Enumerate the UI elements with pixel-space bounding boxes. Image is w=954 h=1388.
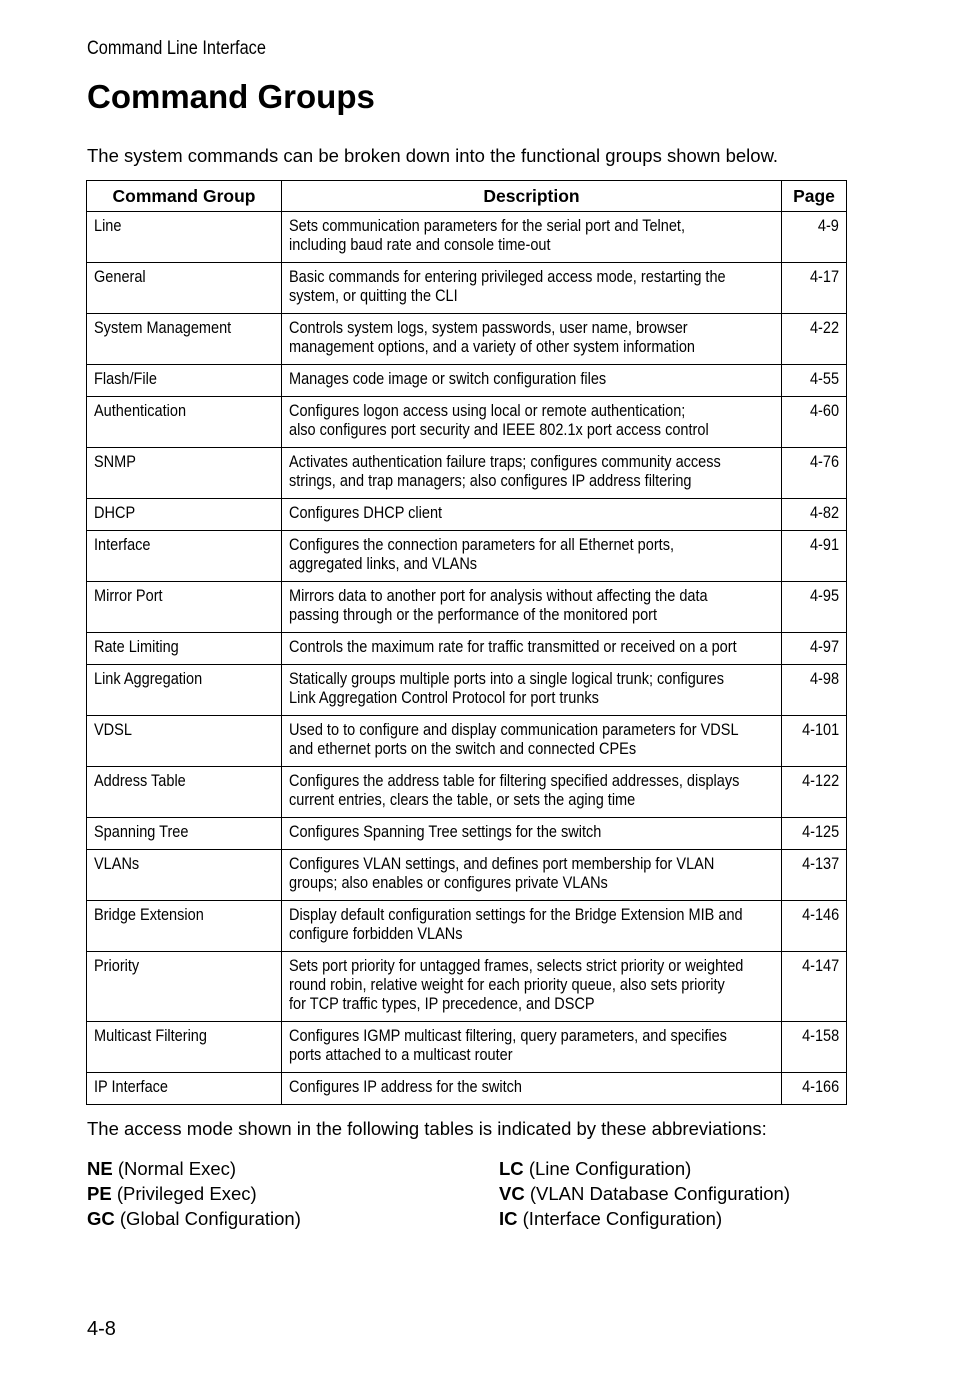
- cell-command-group: [87, 952, 282, 1022]
- command-group-name: Address Table: [94, 772, 186, 790]
- abbr-code: VC: [499, 1183, 525, 1204]
- command-group-name: IP Interface: [94, 1078, 169, 1096]
- description-line: Display default configuration settings for the Bridge Extension MIB and: [289, 906, 743, 924]
- access-mode-ic: [499, 1208, 722, 1230]
- cell-command-group: [87, 1022, 282, 1073]
- abbr-code: LC: [499, 1158, 524, 1179]
- page-reference: 4-55: [809, 370, 839, 388]
- cell-page: [782, 365, 847, 397]
- table-row: [87, 716, 847, 767]
- abbr-label: (Interface Configuration): [522, 1208, 723, 1229]
- page-reference: 4-17: [809, 268, 839, 286]
- page-number: 4-8: [87, 1318, 116, 1340]
- access-mode-gc: [87, 1208, 301, 1230]
- table-row: [87, 1073, 847, 1105]
- page-reference: 4-147: [801, 957, 839, 975]
- command-group-name: SNMP: [94, 453, 136, 471]
- access-mode-pe: [87, 1183, 257, 1205]
- cell-command-group: [87, 314, 282, 365]
- page-reference: 4-95: [809, 587, 839, 605]
- description-line: Configures the address table for filtering specified addresses, displays: [289, 772, 740, 790]
- page-reference: 4-97: [809, 638, 839, 656]
- command-group-name: Multicast Filtering: [94, 1027, 207, 1045]
- description-line: for TCP traffic types, IP precedence, and DSCP: [289, 995, 595, 1013]
- cell-command-group: [87, 397, 282, 448]
- description-line: also configures port security and IEEE 802.1x port access control: [289, 421, 709, 439]
- table-row: [87, 633, 847, 665]
- cell-page: [782, 716, 847, 767]
- cell-page: [782, 952, 847, 1022]
- table-row: [87, 582, 847, 633]
- table-row: [87, 448, 847, 499]
- cell-command-group: [87, 448, 282, 499]
- description-line: groups; also enables or configures private VLANs: [289, 874, 608, 892]
- command-group-name: Authentication: [94, 402, 187, 420]
- cell-page: [782, 818, 847, 850]
- table-row: [87, 314, 847, 365]
- command-group-name: VDSL: [94, 721, 132, 739]
- description-line: configure forbidden VLANs: [289, 925, 463, 943]
- cell-page: [782, 499, 847, 531]
- column-header-description: Description: [282, 181, 782, 212]
- command-group-name: Bridge Extension: [94, 906, 204, 924]
- command-group-name: Interface: [94, 536, 151, 554]
- description-line: Sets communication parameters for the serial port and Telnet,: [289, 217, 686, 235]
- abbr-label: (Privileged Exec): [116, 1183, 257, 1204]
- cell-page: [782, 850, 847, 901]
- description-line: round robin, relative weight for each priority queue, also sets priority: [289, 976, 725, 994]
- command-group-name: Link Aggregation: [94, 670, 203, 688]
- description-line: Mirrors data to another port for analysis without affecting the data: [289, 587, 708, 605]
- command-group-name: VLANs: [94, 855, 140, 873]
- description-line: Activates authentication failure traps; configures community access: [289, 453, 721, 471]
- cell-description: [282, 818, 782, 850]
- description-line: Used to to configure and display communication parameters for VDSL: [289, 721, 739, 739]
- command-group-name: Mirror Port: [94, 587, 163, 605]
- abbr-label: (Line Configuration): [528, 1158, 692, 1179]
- cell-page: [782, 582, 847, 633]
- description-line: and ethernet ports on the switch and connected CPEs: [289, 740, 637, 758]
- abbr-label: (Normal Exec): [117, 1158, 237, 1179]
- abbr-code: PE: [87, 1183, 112, 1204]
- table-row: [87, 263, 847, 314]
- cell-page: [782, 665, 847, 716]
- table-row: [87, 952, 847, 1022]
- page-reference: 4-146: [801, 906, 839, 924]
- command-group-name: Rate Limiting: [94, 638, 179, 656]
- cell-description: [282, 767, 782, 818]
- intro-paragraph: The system commands can be broken down into the functional groups shown below.: [87, 145, 779, 166]
- cell-page: [782, 397, 847, 448]
- table-row: [87, 850, 847, 901]
- cell-page: [782, 448, 847, 499]
- description-line: current entries, clears the table, or sets the aging time: [289, 791, 636, 809]
- description-line: Configures Spanning Tree settings for the switch: [289, 823, 602, 841]
- description-line: aggregated links, and VLANs: [289, 555, 478, 573]
- description-line: ports attached to a multicast router: [289, 1046, 513, 1064]
- abbr-code: NE: [87, 1158, 113, 1179]
- cell-command-group: [87, 901, 282, 952]
- table-row: [87, 365, 847, 397]
- page-reference: 4-60: [809, 402, 839, 420]
- page-reference: 4-76: [809, 453, 839, 471]
- column-header-command-group: Command Group: [87, 181, 282, 212]
- cell-page: [782, 1022, 847, 1073]
- cell-command-group: [87, 767, 282, 818]
- cell-description: [282, 263, 782, 314]
- cell-page: [782, 531, 847, 582]
- description-line: Manages code image or switch configuration files: [289, 370, 607, 388]
- cell-command-group: [87, 582, 282, 633]
- cell-description: [282, 1022, 782, 1073]
- page-reference: 4-91: [809, 536, 839, 554]
- command-group-name: Priority: [94, 957, 140, 975]
- page-reference: 4-125: [801, 823, 839, 841]
- abbr-label: (Global Configuration): [119, 1208, 301, 1229]
- page-reference: 4-22: [809, 319, 839, 337]
- description-line: Link Aggregation Control Protocol for port trunks: [289, 689, 599, 707]
- cell-description: [282, 952, 782, 1022]
- running-head: Command Line Interface: [87, 38, 266, 59]
- command-groups-table: [86, 180, 847, 1105]
- cell-page: [782, 901, 847, 952]
- cell-description: [282, 582, 782, 633]
- table-row: [87, 499, 847, 531]
- description-line: Configures VLAN settings, and defines port membership for VLAN: [289, 855, 715, 873]
- command-group-name: Line: [94, 217, 122, 235]
- table-row: [87, 531, 847, 582]
- command-group-name: DHCP: [94, 504, 136, 522]
- table-body: [87, 212, 847, 1105]
- cell-description: [282, 901, 782, 952]
- table-row: [87, 397, 847, 448]
- abbr-label: (VLAN Database Configuration): [529, 1183, 791, 1204]
- cell-page: [782, 767, 847, 818]
- cell-command-group: [87, 263, 282, 314]
- page-reference: 4-9: [818, 217, 839, 235]
- cell-description: [282, 850, 782, 901]
- description-line: Basic commands for entering privileged access mode, restarting the: [289, 268, 726, 286]
- abbr-code: IC: [499, 1208, 518, 1229]
- description-line: Controls the maximum rate for traffic transmitted or received on a port: [289, 638, 737, 656]
- cell-description: [282, 314, 782, 365]
- section-title: Command Groups: [87, 78, 375, 115]
- cell-page: [782, 633, 847, 665]
- cell-command-group: [87, 716, 282, 767]
- cell-description: [282, 633, 782, 665]
- page-reference: 4-122: [801, 772, 839, 790]
- page-reference: 4-101: [801, 721, 839, 739]
- cell-description: [282, 531, 782, 582]
- description-line: Configures IGMP multicast filtering, query parameters, and specifies: [289, 1027, 727, 1045]
- cell-command-group: [87, 531, 282, 582]
- command-group-name: General: [94, 268, 146, 286]
- description-line: Configures logon access using local or remote authentication;: [289, 402, 686, 420]
- cell-command-group: [87, 499, 282, 531]
- description-line: Sets port priority for untagged frames, selects strict priority or weighted: [289, 957, 744, 975]
- command-group-name: System Management: [94, 319, 232, 337]
- description-line: including baud rate and console time-out: [289, 236, 551, 254]
- description-line: Configures DHCP client: [289, 504, 443, 522]
- access-mode-intro: The access mode shown in the following tables is indicated by these abbreviations:: [87, 1118, 767, 1139]
- description-line: Configures IP address for the switch: [289, 1078, 522, 1096]
- page-reference: 4-137: [801, 855, 839, 873]
- description-line: Statically groups multiple ports into a single logical trunk; configures: [289, 670, 725, 688]
- access-mode-lc: [499, 1158, 691, 1180]
- description-line: Configures the connection parameters for all Ethernet ports,: [289, 536, 674, 554]
- description-line: passing through or the performance of the monitored port: [289, 606, 658, 624]
- table-row: [87, 1022, 847, 1073]
- description-line: management options, and a variety of other system information: [289, 338, 695, 356]
- command-group-name: Flash/File: [94, 370, 157, 388]
- cell-description: [282, 448, 782, 499]
- access-mode-ne: [87, 1158, 236, 1180]
- description-line: Controls system logs, system passwords, user name, browser: [289, 319, 688, 337]
- cell-command-group: [87, 665, 282, 716]
- table-row: [87, 212, 847, 263]
- cell-command-group: [87, 818, 282, 850]
- table-header-row: [87, 181, 847, 212]
- page-reference: 4-98: [809, 670, 839, 688]
- cell-description: [282, 1073, 782, 1105]
- table-row: [87, 665, 847, 716]
- page-reference: 4-166: [801, 1078, 839, 1096]
- access-mode-vc: [499, 1183, 790, 1205]
- page-reference: 4-158: [801, 1027, 839, 1045]
- table-row: [87, 767, 847, 818]
- cell-command-group: [87, 365, 282, 397]
- page-reference: 4-82: [809, 504, 839, 522]
- cell-description: [282, 499, 782, 531]
- cell-command-group: [87, 633, 282, 665]
- cell-description: [282, 716, 782, 767]
- description-line: system, or quitting the CLI: [289, 287, 458, 305]
- table-row: [87, 818, 847, 850]
- cell-page: [782, 263, 847, 314]
- abbr-code: GC: [87, 1208, 115, 1229]
- cell-command-group: [87, 212, 282, 263]
- cell-description: [282, 212, 782, 263]
- cell-description: [282, 365, 782, 397]
- cell-page: [782, 314, 847, 365]
- description-line: strings, and trap managers; also configures IP address filtering: [289, 472, 692, 490]
- column-header-page: Page: [782, 181, 847, 212]
- table-row: [87, 901, 847, 952]
- cell-page: [782, 1073, 847, 1105]
- cell-page: [782, 212, 847, 263]
- command-group-name: Spanning Tree: [94, 823, 189, 841]
- cell-description: [282, 397, 782, 448]
- cell-description: [282, 665, 782, 716]
- cell-command-group: [87, 1073, 282, 1105]
- cell-command-group: [87, 850, 282, 901]
